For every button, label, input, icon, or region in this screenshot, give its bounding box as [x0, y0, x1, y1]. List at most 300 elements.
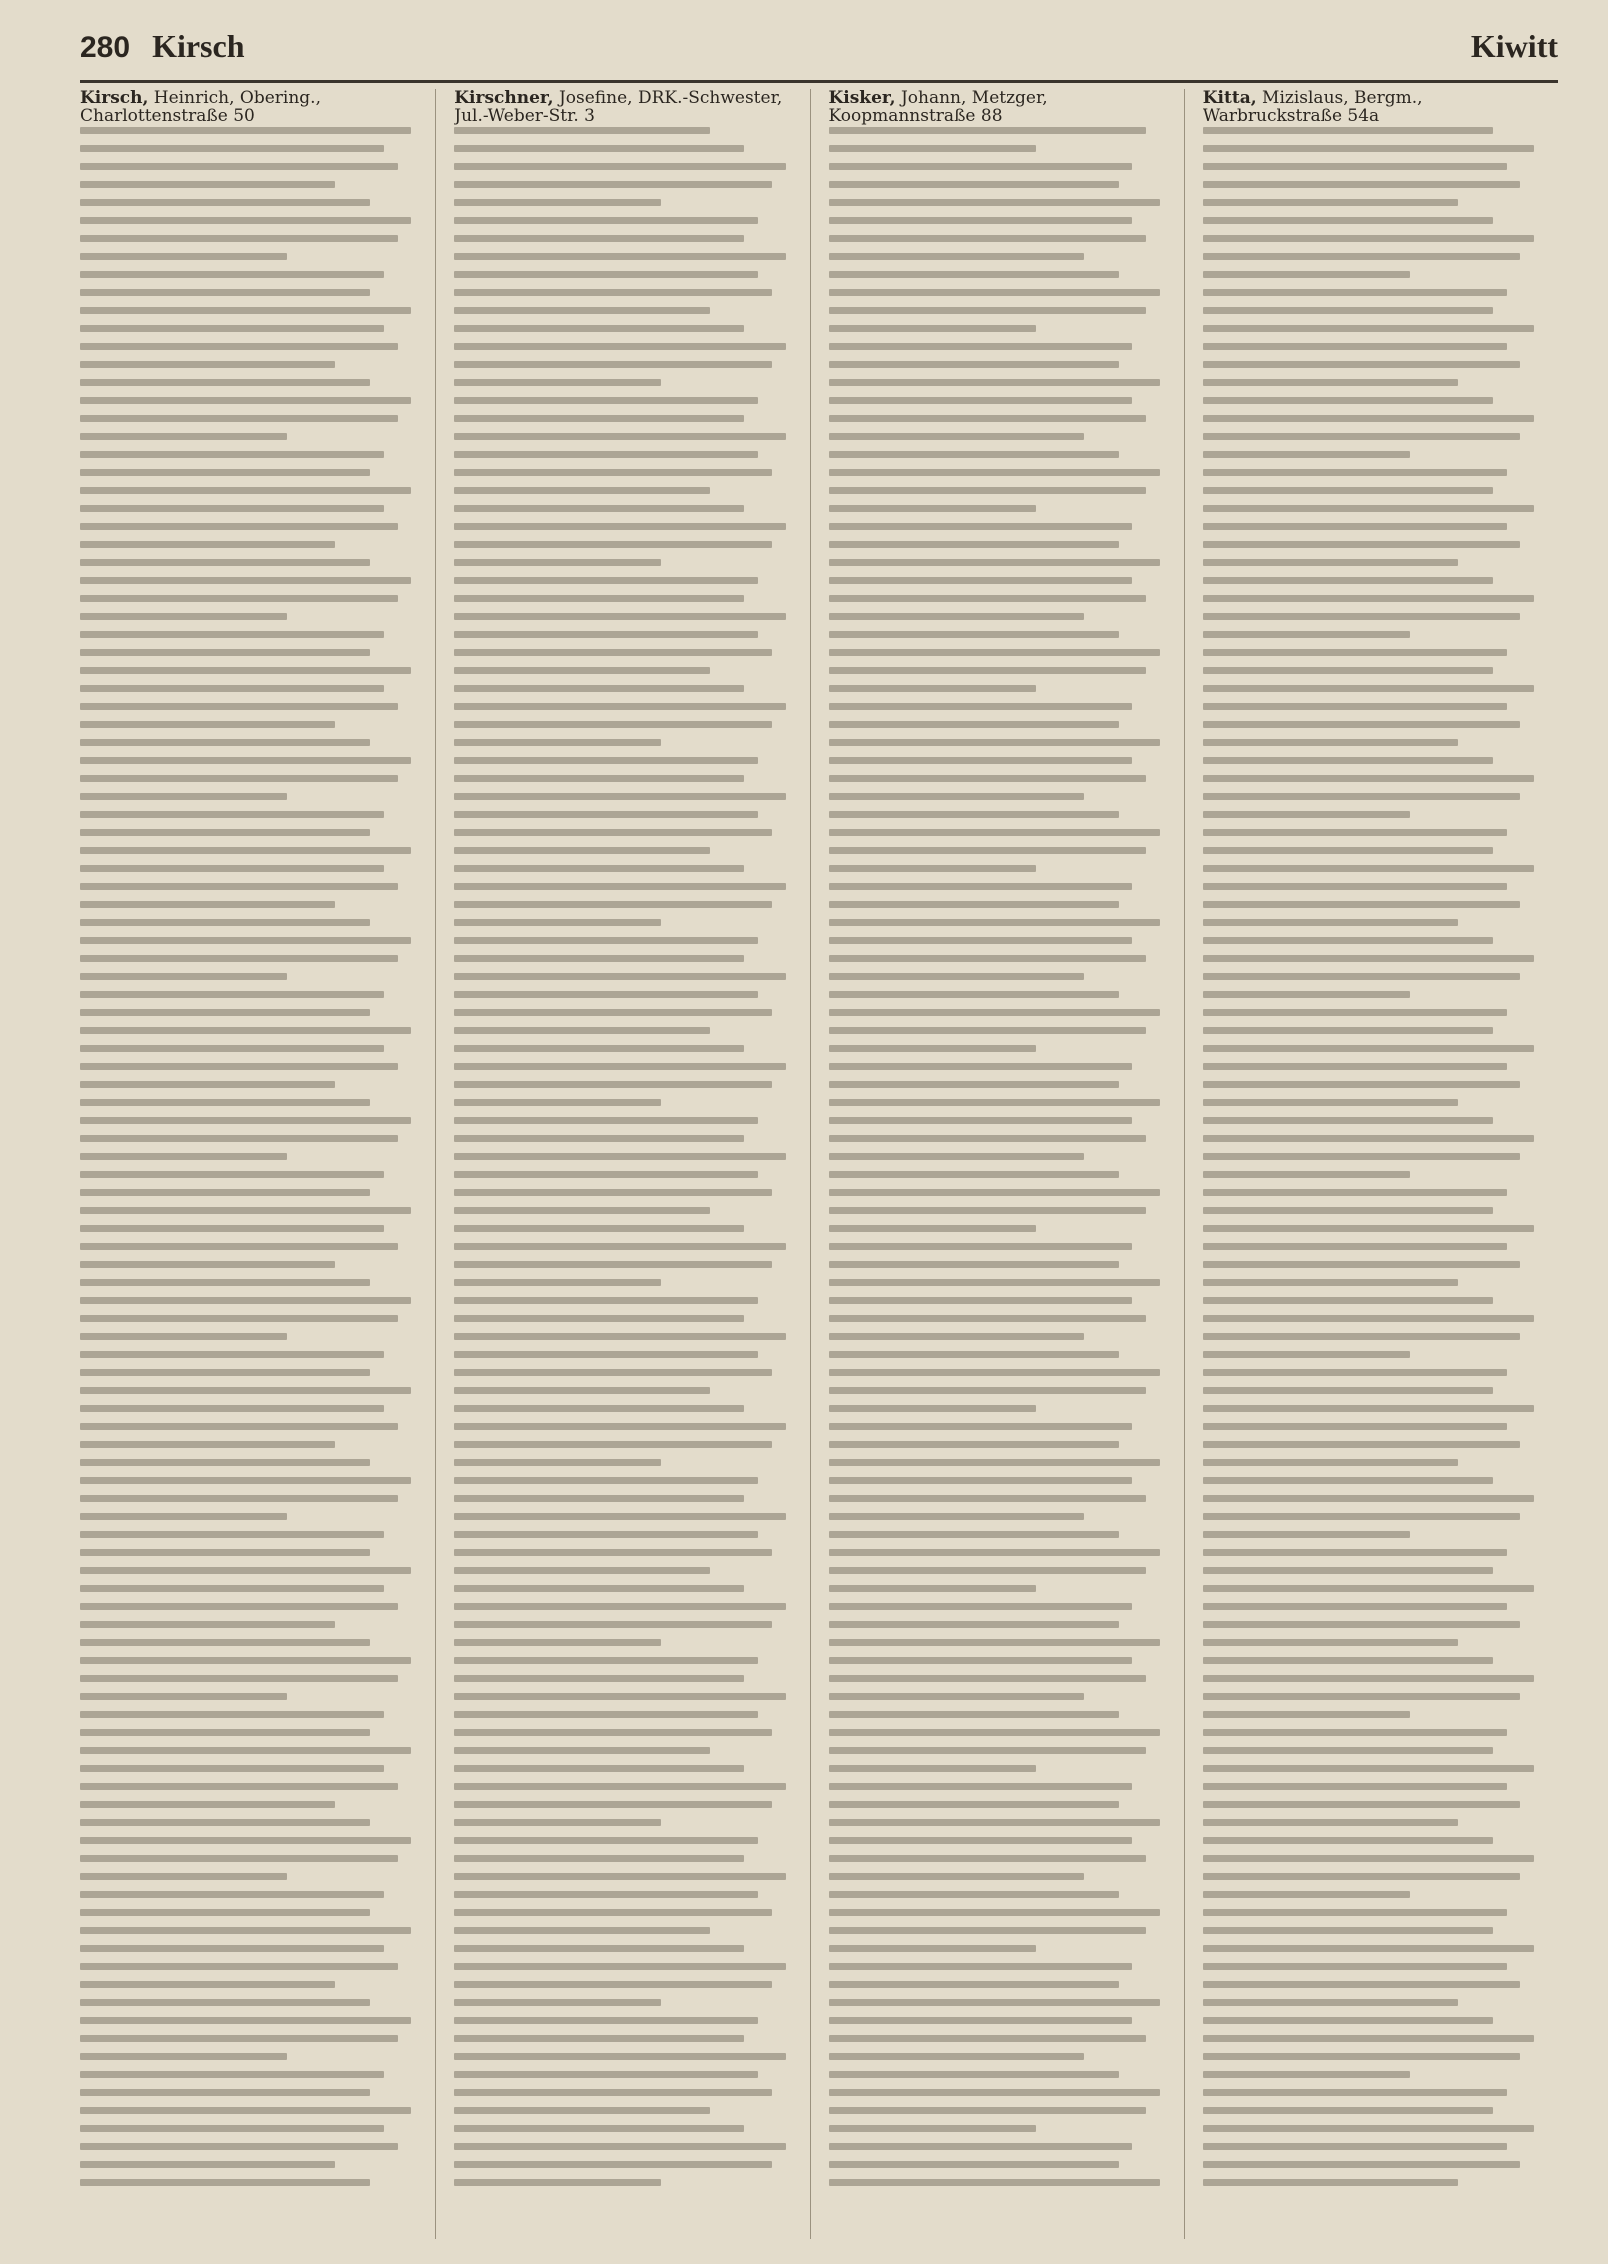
placeholder-text-line	[80, 1945, 384, 1952]
placeholder-text-line	[80, 847, 411, 854]
placeholder-text-line	[829, 775, 1147, 782]
placeholder-text-line	[829, 1117, 1133, 1124]
placeholder-text-line	[80, 1063, 398, 1070]
placeholder-text-line	[1203, 433, 1521, 440]
placeholder-text-line	[1203, 2035, 1534, 2042]
placeholder-text-line	[1203, 181, 1521, 188]
placeholder-text-line	[454, 973, 785, 980]
placeholder-text-line	[829, 847, 1147, 854]
placeholder-text-line	[80, 2179, 370, 2186]
placeholder-text-line	[454, 1549, 772, 1556]
placeholder-text-line	[1203, 253, 1521, 260]
placeholder-text-line	[454, 1927, 709, 1934]
placeholder-text-line	[1203, 937, 1493, 944]
placeholder-text-line	[829, 2053, 1084, 2060]
placeholder-text-line	[1203, 1963, 1507, 1970]
placeholder-text-line	[454, 1837, 758, 1844]
placeholder-text-line	[80, 1909, 370, 1916]
placeholder-text-line	[80, 1279, 370, 1286]
placeholder-text-line	[80, 919, 370, 926]
placeholder-text-line	[454, 829, 772, 836]
placeholder-text-line	[454, 1297, 758, 1304]
placeholder-text-line	[454, 1027, 709, 1034]
placeholder-text-line	[829, 1081, 1119, 1088]
placeholder-text-line	[1203, 901, 1521, 908]
placeholder-text-line	[80, 1243, 398, 1250]
placeholder-text-line	[829, 667, 1147, 674]
placeholder-text-line	[80, 2017, 411, 2024]
placeholder-text-line	[829, 127, 1147, 134]
placeholder-text-line	[829, 1675, 1147, 1682]
placeholder-text-line	[1203, 1477, 1493, 1484]
placeholder-text-line	[80, 1549, 370, 1556]
placeholder-text-line	[80, 1495, 398, 1502]
placeholder-text-line	[829, 2161, 1119, 2168]
placeholder-text-line	[80, 973, 287, 980]
placeholder-text-line	[829, 433, 1084, 440]
placeholder-text-line	[454, 1729, 772, 1736]
placeholder-text-line	[1203, 1981, 1521, 1988]
placeholder-text-line	[1203, 145, 1534, 152]
placeholder-text-line	[80, 415, 398, 422]
placeholder-text-line	[829, 1945, 1036, 1952]
placeholder-text-line	[1203, 1585, 1534, 1592]
placeholder-text-line	[829, 1567, 1147, 1574]
placeholder-text-line	[454, 253, 785, 260]
placeholder-text-line	[80, 2107, 411, 2114]
placeholder-text-line	[454, 2179, 661, 2186]
placeholder-text-line	[80, 937, 411, 944]
placeholder-text-line	[829, 829, 1160, 836]
placeholder-text-line	[829, 199, 1160, 206]
placeholder-text-line	[829, 1333, 1084, 1340]
placeholder-text-line	[80, 811, 384, 818]
placeholder-text-line	[80, 1045, 384, 1052]
placeholder-text-line	[454, 847, 709, 854]
placeholder-text-line	[829, 451, 1119, 458]
placeholder-text-line	[80, 127, 411, 134]
placeholder-text-line	[454, 469, 772, 476]
placeholder-text-line	[829, 631, 1119, 638]
placeholder-text-line	[454, 307, 709, 314]
placeholder-text-line	[80, 469, 370, 476]
column-3	[829, 89, 1185, 2239]
placeholder-text-line	[829, 1729, 1160, 1736]
placeholder-text-line	[80, 1963, 398, 1970]
placeholder-text-line	[829, 1297, 1133, 1304]
page-number: 280	[80, 31, 131, 64]
directory-entry	[829, 89, 1174, 125]
placeholder-text-line	[80, 739, 370, 746]
placeholder-text-line	[829, 1135, 1147, 1142]
placeholder-text-line	[80, 235, 398, 242]
placeholder-text-line	[80, 217, 411, 224]
placeholder-text-line	[1203, 469, 1507, 476]
placeholder-text-line	[1203, 1153, 1521, 1160]
placeholder-text-line	[80, 1801, 335, 1808]
placeholder-text-line	[454, 235, 744, 242]
placeholder-text-line	[80, 1891, 384, 1898]
placeholder-text-line	[454, 1441, 772, 1448]
placeholder-text-line	[829, 1783, 1133, 1790]
placeholder-text-line	[454, 379, 661, 386]
placeholder-text-line	[829, 577, 1133, 584]
placeholder-text-line	[80, 1117, 411, 1124]
placeholder-text-line	[1203, 1513, 1521, 1520]
placeholder-text-line	[454, 2071, 758, 2078]
placeholder-text-line	[1203, 1495, 1534, 1502]
placeholder-text-line	[1203, 1081, 1521, 1088]
placeholder-text-line	[829, 1495, 1147, 1502]
placeholder-text-line	[454, 1909, 772, 1916]
placeholder-text-line	[829, 685, 1036, 692]
placeholder-text-line	[829, 937, 1133, 944]
placeholder-text-line	[80, 1531, 384, 1538]
entry-name: Kirschner,	[454, 89, 554, 108]
placeholder-text-line	[1203, 991, 1410, 998]
placeholder-text-line	[829, 1009, 1160, 1016]
placeholder-text-line	[829, 289, 1160, 296]
placeholder-text-line	[454, 1369, 772, 1376]
placeholder-text-line	[454, 649, 772, 656]
placeholder-text-line	[80, 865, 384, 872]
placeholder-text-line	[454, 721, 772, 728]
placeholder-text-line	[454, 1783, 785, 1790]
directory-columns	[80, 89, 1558, 2239]
placeholder-text-line	[80, 631, 384, 638]
placeholder-text-line	[829, 1837, 1133, 1844]
placeholder-text-line	[454, 613, 785, 620]
placeholder-text-line	[80, 163, 398, 170]
placeholder-text-line	[80, 1675, 398, 1682]
placeholder-text-line	[829, 181, 1119, 188]
placeholder-text-line	[454, 2161, 772, 2168]
placeholder-text-line	[80, 2035, 398, 2042]
placeholder-text-line	[1203, 1945, 1534, 1952]
placeholder-text-line	[454, 1009, 772, 1016]
placeholder-text-line	[1203, 2017, 1493, 2024]
placeholder-text-line	[1203, 2125, 1534, 2132]
placeholder-text-line	[1203, 1747, 1493, 1754]
placeholder-text-line	[829, 721, 1119, 728]
placeholder-text-line	[829, 1981, 1119, 1988]
placeholder-text-line	[1203, 793, 1521, 800]
placeholder-text-line	[1203, 1621, 1521, 1628]
entry-details: Johann, Metzger, Koopmannstraße 88	[828, 89, 1048, 126]
placeholder-text-line	[80, 649, 370, 656]
placeholder-text-line	[454, 1675, 744, 1682]
placeholder-text-line	[80, 1765, 384, 1772]
placeholder-text-line	[454, 361, 772, 368]
placeholder-text-line	[1203, 1783, 1507, 1790]
placeholder-text-line	[80, 2071, 384, 2078]
placeholder-text-line	[454, 397, 758, 404]
placeholder-text-line	[454, 1081, 772, 1088]
placeholder-text-line	[454, 1459, 661, 1466]
placeholder-text-line	[1203, 163, 1507, 170]
placeholder-text-line	[80, 1819, 370, 1826]
placeholder-text-line	[829, 1099, 1160, 1106]
placeholder-text-line	[454, 631, 758, 638]
placeholder-text-line	[829, 865, 1036, 872]
placeholder-text-line	[829, 2143, 1133, 2150]
placeholder-text-line	[80, 1693, 287, 1700]
placeholder-text-line	[829, 541, 1119, 548]
placeholder-text-line	[1203, 721, 1521, 728]
placeholder-text-line	[80, 901, 335, 908]
placeholder-text-line	[1203, 1639, 1458, 1646]
placeholder-text-line	[454, 325, 744, 332]
placeholder-text-line	[80, 1837, 411, 1844]
placeholder-text-line	[80, 397, 411, 404]
placeholder-text-line	[454, 217, 758, 224]
right-running-head: Kiwitt	[1470, 28, 1558, 64]
placeholder-text-line	[80, 1621, 335, 1628]
placeholder-text-line	[80, 1711, 384, 1718]
placeholder-text-line	[829, 505, 1036, 512]
entry-name: Kisker,	[828, 89, 896, 108]
placeholder-text-line	[1203, 307, 1493, 314]
placeholder-text-line	[454, 1765, 744, 1772]
header-rule	[80, 80, 1558, 83]
placeholder-text-line	[829, 703, 1133, 710]
placeholder-text-line	[454, 1981, 772, 1988]
placeholder-text-line	[1203, 2161, 1521, 2168]
placeholder-text-line	[829, 325, 1036, 332]
placeholder-text-line	[80, 955, 398, 962]
placeholder-text-line	[829, 1369, 1160, 1376]
placeholder-text-line	[454, 1531, 758, 1538]
placeholder-text-line	[829, 2125, 1036, 2132]
placeholder-text-line	[829, 1315, 1147, 1322]
placeholder-text-line	[1203, 1387, 1493, 1394]
placeholder-text-line	[829, 1171, 1119, 1178]
placeholder-text-line	[80, 2143, 398, 2150]
placeholder-text-line	[1203, 595, 1534, 602]
placeholder-text-line	[1203, 1675, 1534, 1682]
placeholder-text-line	[829, 1261, 1119, 1268]
placeholder-text-line	[80, 1315, 398, 1322]
placeholder-text-line	[454, 1135, 744, 1142]
placeholder-text-line	[829, 559, 1160, 566]
placeholder-text-line	[829, 919, 1160, 926]
placeholder-text-line	[80, 667, 411, 674]
placeholder-text-line	[80, 2161, 335, 2168]
placeholder-text-line	[829, 1405, 1036, 1412]
placeholder-text-line	[454, 343, 785, 350]
placeholder-text-line	[80, 2053, 287, 2060]
placeholder-text-line	[80, 775, 398, 782]
placeholder-text-line	[829, 1243, 1133, 1250]
placeholder-text-line	[829, 1477, 1133, 1484]
placeholder-text-line	[1203, 2107, 1493, 2114]
unread-text-block	[454, 127, 799, 2186]
placeholder-text-line	[454, 1333, 785, 1340]
placeholder-text-line	[454, 1855, 744, 1862]
placeholder-text-line	[454, 1207, 709, 1214]
placeholder-text-line	[829, 1153, 1084, 1160]
placeholder-text-line	[829, 163, 1133, 170]
placeholder-text-line	[80, 361, 335, 368]
placeholder-text-line	[829, 2035, 1147, 2042]
placeholder-text-line	[1203, 757, 1493, 764]
placeholder-text-line	[454, 1603, 785, 1610]
placeholder-text-line	[454, 991, 758, 998]
placeholder-text-line	[829, 253, 1084, 260]
placeholder-text-line	[454, 199, 661, 206]
placeholder-text-line	[454, 919, 661, 926]
page-header	[80, 28, 1558, 80]
placeholder-text-line	[829, 1207, 1147, 1214]
placeholder-text-line	[829, 1801, 1119, 1808]
placeholder-text-line	[454, 2107, 709, 2114]
placeholder-text-line	[80, 541, 335, 548]
placeholder-text-line	[829, 1549, 1160, 1556]
directory-entry	[454, 89, 799, 125]
placeholder-text-line	[80, 181, 335, 188]
placeholder-text-line	[829, 1639, 1160, 1646]
placeholder-text-line	[80, 1423, 398, 1430]
placeholder-text-line	[829, 955, 1147, 962]
placeholder-text-line	[1203, 487, 1493, 494]
placeholder-text-line	[1203, 451, 1410, 458]
placeholder-text-line	[829, 1513, 1084, 1520]
placeholder-text-line	[829, 973, 1084, 980]
placeholder-text-line	[1203, 685, 1534, 692]
placeholder-text-line	[829, 307, 1147, 314]
placeholder-text-line	[1203, 1099, 1458, 1106]
placeholder-text-line	[829, 1189, 1160, 1196]
placeholder-text-line	[454, 523, 785, 530]
placeholder-text-line	[454, 1495, 744, 1502]
placeholder-text-line	[80, 559, 370, 566]
placeholder-text-line	[80, 433, 287, 440]
placeholder-text-line	[80, 487, 411, 494]
placeholder-text-line	[454, 1621, 772, 1628]
placeholder-text-line	[80, 1207, 411, 1214]
placeholder-text-line	[829, 739, 1160, 746]
placeholder-text-line	[829, 1585, 1036, 1592]
placeholder-text-line	[1203, 1657, 1493, 1664]
placeholder-text-line	[1203, 505, 1534, 512]
placeholder-text-line	[829, 523, 1133, 530]
placeholder-text-line	[829, 595, 1147, 602]
placeholder-text-line	[829, 415, 1147, 422]
placeholder-text-line	[454, 577, 758, 584]
placeholder-text-line	[80, 1135, 398, 1142]
placeholder-text-line	[1203, 649, 1507, 656]
placeholder-text-line	[829, 1963, 1133, 1970]
placeholder-text-line	[1203, 1837, 1493, 1844]
placeholder-text-line	[80, 379, 370, 386]
placeholder-text-line	[454, 2143, 785, 2150]
placeholder-text-line	[1203, 1189, 1507, 1196]
placeholder-text-line	[829, 1621, 1119, 1628]
directory-entry	[1203, 89, 1548, 125]
entry-details: Mizislaus, Bergm., Warbruckstraße 54a	[1202, 89, 1423, 126]
placeholder-text-line	[80, 1981, 335, 1988]
unread-text-block	[829, 127, 1174, 2186]
placeholder-text-line	[1203, 235, 1534, 242]
placeholder-text-line	[454, 1387, 709, 1394]
placeholder-text-line	[454, 1747, 709, 1754]
placeholder-text-line	[1203, 1261, 1521, 1268]
placeholder-text-line	[454, 793, 785, 800]
placeholder-text-line	[1203, 2053, 1521, 2060]
placeholder-text-line	[80, 1405, 384, 1412]
placeholder-text-line	[454, 955, 744, 962]
placeholder-text-line	[1203, 1405, 1534, 1412]
placeholder-text-line	[454, 1405, 744, 1412]
placeholder-text-line	[1203, 127, 1493, 134]
placeholder-text-line	[80, 271, 384, 278]
placeholder-text-line	[1203, 1855, 1534, 1862]
placeholder-text-line	[1203, 1693, 1521, 1700]
placeholder-text-line	[1203, 289, 1507, 296]
placeholder-text-line	[829, 1873, 1084, 1880]
placeholder-text-line	[80, 1585, 384, 1592]
placeholder-text-line	[454, 757, 758, 764]
placeholder-text-line	[1203, 1045, 1534, 1052]
placeholder-text-line	[829, 397, 1133, 404]
placeholder-text-line	[829, 235, 1147, 242]
placeholder-text-line	[1203, 1729, 1507, 1736]
placeholder-text-line	[80, 1477, 411, 1484]
placeholder-text-line	[454, 181, 772, 188]
placeholder-text-line	[454, 1639, 661, 1646]
placeholder-text-line	[1203, 523, 1507, 530]
placeholder-text-line	[1203, 1243, 1507, 1250]
placeholder-text-line	[1203, 217, 1493, 224]
placeholder-text-line	[80, 829, 370, 836]
placeholder-text-line	[454, 1711, 758, 1718]
placeholder-text-line	[829, 1819, 1160, 1826]
placeholder-text-line	[829, 1351, 1119, 1358]
placeholder-text-line	[454, 865, 744, 872]
placeholder-text-line	[80, 1513, 287, 1520]
placeholder-text-line	[80, 523, 398, 530]
placeholder-text-line	[829, 1045, 1036, 1052]
placeholder-text-line	[829, 1927, 1147, 1934]
placeholder-text-line	[1203, 1063, 1507, 1070]
placeholder-text-line	[1203, 1765, 1534, 1772]
placeholder-text-line	[80, 145, 384, 152]
placeholder-text-line	[80, 1459, 370, 1466]
placeholder-text-line	[454, 1801, 772, 1808]
placeholder-text-line	[829, 469, 1160, 476]
placeholder-text-line	[1203, 613, 1521, 620]
placeholder-text-line	[1203, 631, 1410, 638]
placeholder-text-line	[454, 1819, 661, 1826]
placeholder-text-line	[829, 757, 1133, 764]
placeholder-text-line	[454, 703, 785, 710]
placeholder-text-line	[829, 1459, 1160, 1466]
placeholder-text-line	[1203, 703, 1507, 710]
placeholder-text-line	[454, 739, 661, 746]
placeholder-text-line	[829, 1531, 1119, 1538]
placeholder-text-line	[80, 1225, 384, 1232]
placeholder-text-line	[454, 559, 661, 566]
placeholder-text-line	[829, 1891, 1119, 1898]
placeholder-text-line	[1203, 577, 1493, 584]
placeholder-text-line	[1203, 829, 1507, 836]
placeholder-text-line	[829, 1765, 1036, 1772]
placeholder-text-line	[1203, 1225, 1534, 1232]
placeholder-text-line	[1203, 1927, 1493, 1934]
placeholder-text-line	[1203, 361, 1521, 368]
placeholder-text-line	[454, 1045, 744, 1052]
directory-entry	[80, 89, 425, 125]
